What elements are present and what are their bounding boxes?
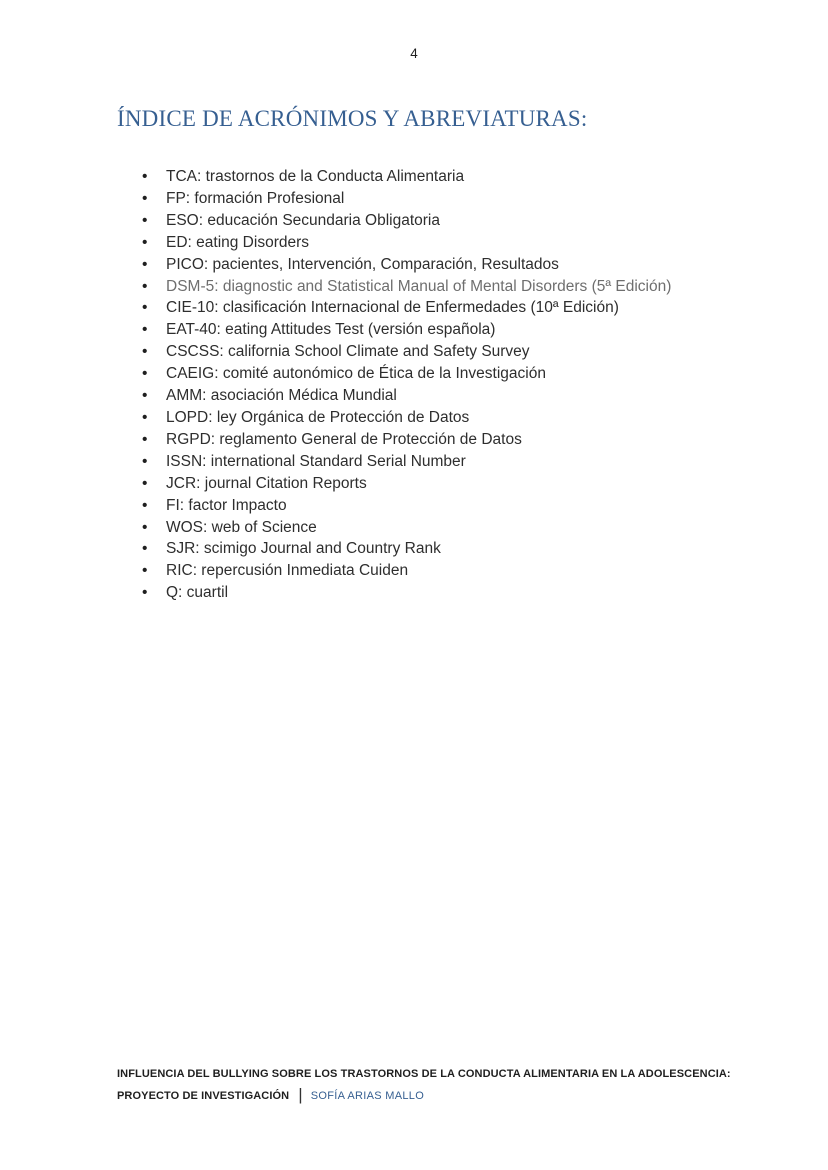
bullet-icon: • bbox=[142, 387, 148, 405]
list-item-text: ISSN: international Standard Serial Number bbox=[166, 452, 466, 470]
list-item bbox=[117, 517, 757, 539]
list-item bbox=[117, 341, 757, 363]
list-item bbox=[117, 582, 757, 604]
list-item-text: CIE-10: clasificación Internacional de Enfermedades (10ª Edición) bbox=[166, 299, 619, 317]
acronym-list bbox=[117, 166, 757, 604]
list-item bbox=[117, 473, 757, 495]
list-item bbox=[117, 166, 757, 188]
footer-title: INFLUENCIA DEL BULLYING SOBRE LOS TRASTORNOS DE LA CONDUCTA ALIMENTARIA EN LA ADOLESCENCIA: bbox=[117, 1068, 731, 1080]
bullet-icon: • bbox=[142, 277, 148, 295]
bullet-icon: • bbox=[142, 321, 148, 339]
list-item-text: FP: formación Profesional bbox=[166, 189, 345, 207]
list-item-text: ESO: educación Secundaria Obligatoria bbox=[166, 211, 440, 229]
bullet-icon: • bbox=[142, 365, 148, 383]
list-item-text: TCA: trastornos de la Conducta Alimentaria bbox=[166, 168, 465, 185]
separator-bar: | bbox=[298, 1085, 303, 1104]
list-item-text: AMM: asociación Médica Mundial bbox=[166, 387, 397, 405]
list-item-text: CAEIG: comité autonómico de Ética de la Investigación bbox=[166, 365, 546, 383]
list-item-text: PICO: pacientes, Intervención, Comparación, Resultados bbox=[166, 255, 559, 273]
bullet-icon: • bbox=[142, 233, 148, 251]
list-item-text: Q: cuartil bbox=[166, 584, 229, 602]
list-item bbox=[117, 232, 757, 254]
list-item bbox=[117, 451, 757, 473]
bullet-icon: • bbox=[142, 452, 148, 470]
bullet-icon: • bbox=[142, 562, 148, 580]
list-item bbox=[117, 276, 757, 298]
list-item bbox=[117, 363, 757, 385]
bullet-icon: • bbox=[142, 299, 148, 317]
list-item-text: CSCSS: california School Climate and Safety Survey bbox=[166, 343, 530, 361]
list-item bbox=[117, 429, 757, 451]
bullet-icon: • bbox=[142, 408, 148, 426]
page-footer bbox=[117, 1063, 757, 1107]
page-title: ÍNDICE DE ACRÓNIMOS Y ABREVIATURAS: bbox=[117, 106, 588, 131]
bullet-icon: • bbox=[142, 584, 148, 602]
list-item-text: DSM-5: diagnostic and Statistical Manual of Mental Disorders (5ª Edición) bbox=[166, 277, 672, 295]
list-item-text: RGPD: reglamento General de Protección de Datos bbox=[166, 430, 522, 448]
footer-author: SOFÍA ARIAS MALLO bbox=[310, 1090, 425, 1102]
list-item-text: ED: eating Disorders bbox=[166, 233, 310, 251]
bullet-icon: • bbox=[142, 189, 148, 207]
bullet-icon: • bbox=[142, 430, 148, 448]
page-number: 4 bbox=[410, 46, 418, 61]
list-item bbox=[117, 319, 757, 341]
list-item-text: RIC: repercusión Inmediata Cuiden bbox=[166, 562, 409, 580]
bullet-icon: • bbox=[142, 255, 148, 273]
bullet-icon: • bbox=[142, 540, 148, 558]
list-item bbox=[117, 254, 757, 276]
bullet-icon: • bbox=[142, 518, 148, 536]
list-item-text: EAT-40: eating Attitudes Test (versión española) bbox=[166, 321, 496, 339]
list-item bbox=[117, 560, 757, 582]
list-item bbox=[117, 495, 757, 517]
list-item-text: WOS: web of Science bbox=[166, 518, 317, 536]
footer-subtitle bbox=[117, 1085, 757, 1107]
list-item-text: JCR: journal Citation Reports bbox=[166, 474, 367, 492]
list-item bbox=[117, 188, 757, 210]
bullet-icon: • bbox=[142, 343, 148, 361]
list-item bbox=[117, 385, 757, 407]
list-item bbox=[117, 210, 757, 232]
bullet-icon: • bbox=[142, 496, 148, 514]
list-item bbox=[117, 297, 757, 319]
bullet-icon: • bbox=[142, 474, 148, 492]
list-item-text: FI: factor Impacto bbox=[166, 496, 287, 514]
footer-project-label: PROYECTO DE INVESTIGACIÓN bbox=[117, 1090, 290, 1102]
list-item bbox=[117, 407, 757, 429]
bullet-icon: • bbox=[142, 168, 148, 185]
list-item-text: LOPD: ley Orgánica de Protección de Datos bbox=[166, 408, 470, 426]
list-item-text: SJR: scimigo Journal and Country Rank bbox=[166, 540, 441, 558]
bullet-icon: • bbox=[142, 211, 148, 229]
list-item bbox=[117, 538, 757, 560]
